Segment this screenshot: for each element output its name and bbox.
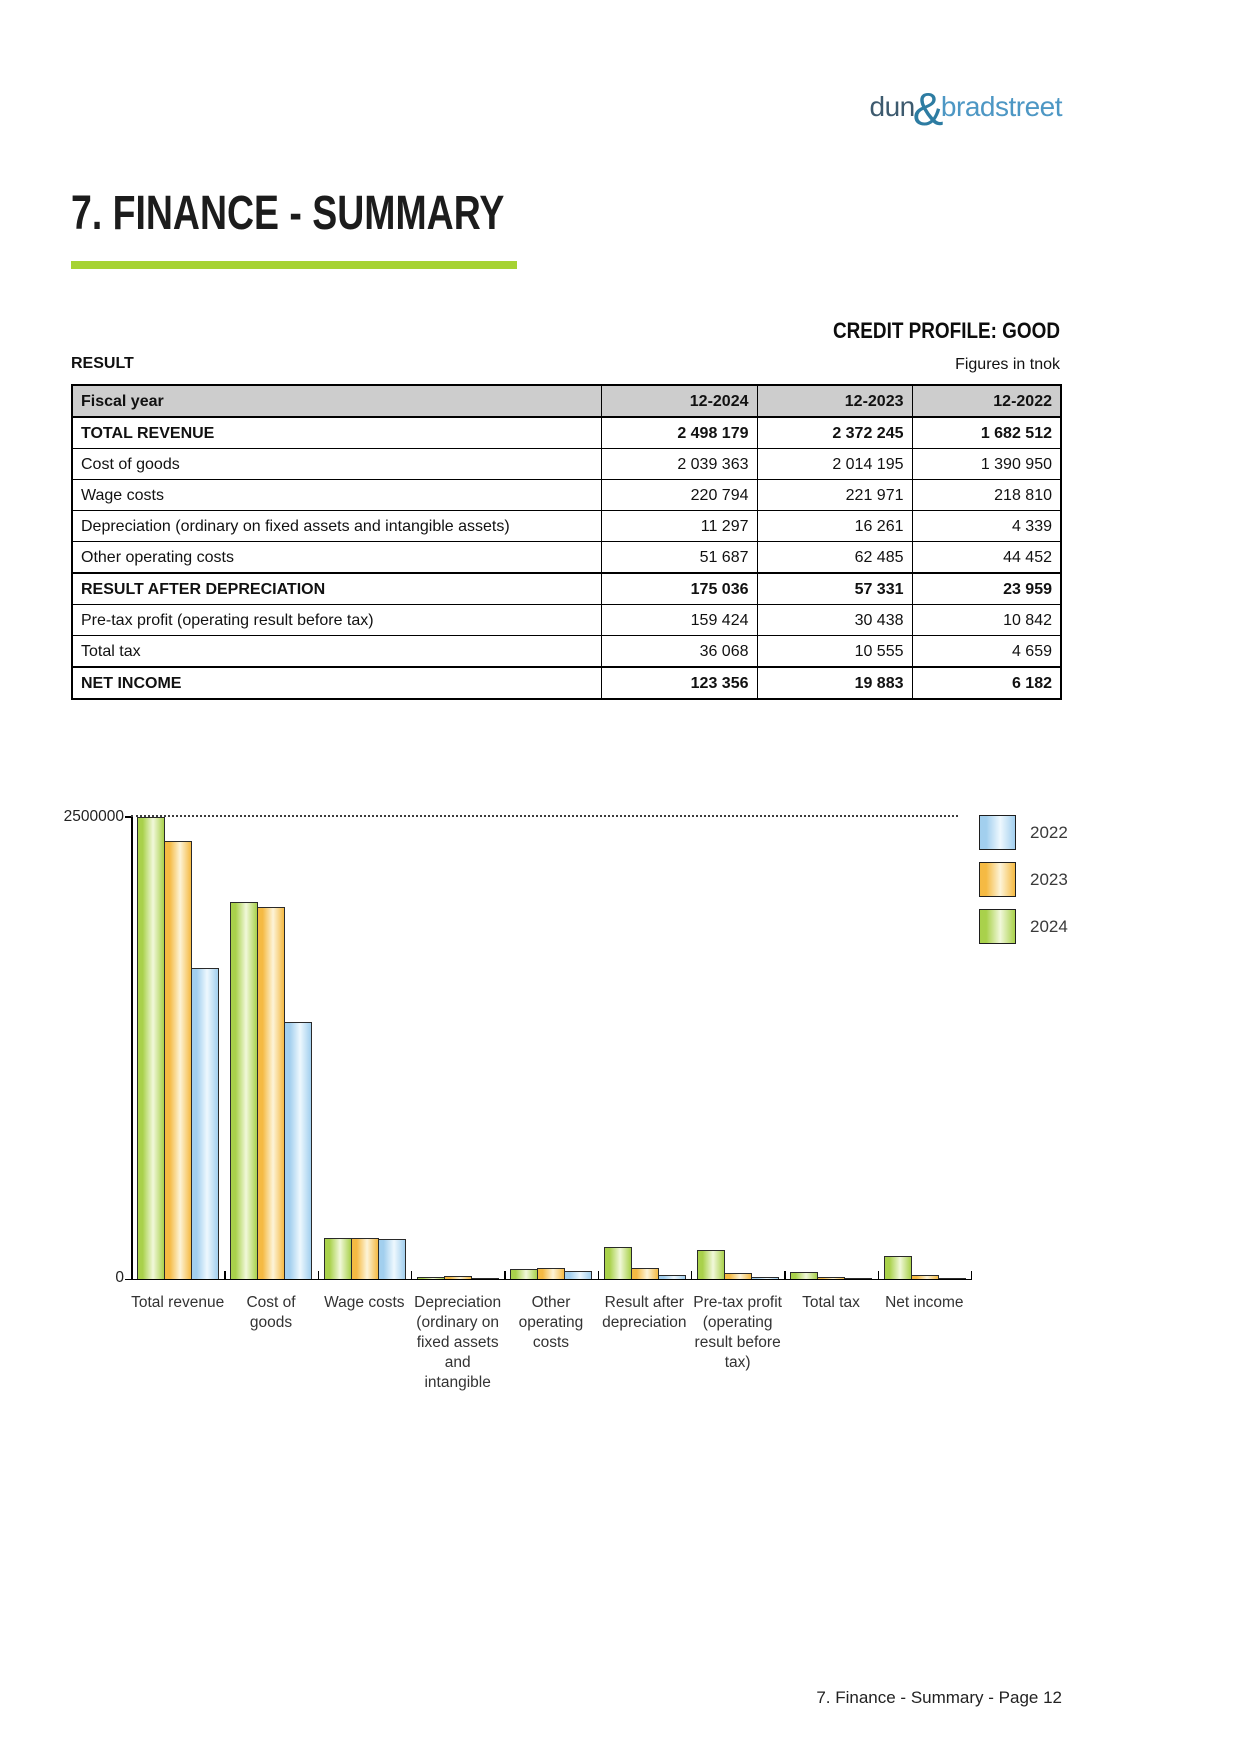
column-header-12-2024: 12-2024 bbox=[601, 385, 757, 417]
category-label: Wage costs bbox=[324, 1294, 405, 1311]
category-label: Total tax bbox=[802, 1294, 860, 1311]
cell-value: 175 036 bbox=[601, 573, 757, 605]
row-label: Depreciation (ordinary on fixed assets and intangible assets) bbox=[72, 511, 601, 542]
legend-item-2023 bbox=[979, 862, 1068, 897]
cell-value: 1 682 512 bbox=[912, 417, 1061, 449]
bar-2022 bbox=[658, 1275, 686, 1279]
x-axis-tick bbox=[224, 1271, 226, 1279]
cell-value: 218 810 bbox=[912, 480, 1061, 511]
bar-2022 bbox=[938, 1278, 966, 1279]
bar-2022 bbox=[844, 1278, 872, 1279]
cell-value: 221 971 bbox=[757, 480, 912, 511]
bar-2023 bbox=[631, 1268, 659, 1279]
cell-value: 62 485 bbox=[757, 542, 912, 574]
cell-value: 23 959 bbox=[912, 573, 1061, 605]
legend-swatch-2023 bbox=[979, 862, 1016, 897]
bar-2024 bbox=[230, 902, 258, 1279]
bar-2023 bbox=[351, 1238, 379, 1279]
cell-value: 4 659 bbox=[912, 636, 1061, 668]
legend-swatch-2022 bbox=[979, 815, 1016, 850]
bar-2024 bbox=[510, 1269, 538, 1279]
bar-2024 bbox=[884, 1256, 912, 1279]
x-axis-tick bbox=[691, 1271, 693, 1279]
result-section-label: RESULT bbox=[71, 355, 134, 372]
bar-2024 bbox=[137, 817, 165, 1279]
cell-value: 44 452 bbox=[912, 542, 1061, 574]
logo-ampersand-icon: & bbox=[912, 83, 943, 135]
table-row bbox=[72, 605, 1061, 636]
bar-2023 bbox=[257, 907, 285, 1279]
cell-value: 2 498 179 bbox=[601, 417, 757, 449]
cell-value: 2 372 245 bbox=[757, 417, 912, 449]
bar-2022 bbox=[191, 968, 219, 1279]
x-axis-tick bbox=[971, 1271, 973, 1279]
bar-group-1 bbox=[131, 817, 224, 1279]
table-row bbox=[72, 636, 1061, 668]
y-axis-zero-label: 0 bbox=[115, 1269, 124, 1286]
table-row bbox=[72, 449, 1061, 480]
figures-unit-note: Figures in tnok bbox=[955, 356, 1060, 373]
table-row bbox=[72, 667, 1061, 699]
cell-value: 123 356 bbox=[601, 667, 757, 699]
cell-value: 220 794 bbox=[601, 480, 757, 511]
credit-profile-heading: CREDIT PROFILE: GOOD bbox=[832, 318, 1060, 343]
page-title: 7. FINANCE - SUMMARY bbox=[71, 187, 505, 240]
table-row bbox=[72, 511, 1061, 542]
cell-value: 36 068 bbox=[601, 636, 757, 668]
bar-group-9 bbox=[878, 817, 971, 1279]
bar-2023 bbox=[444, 1276, 472, 1279]
cell-value: 6 182 bbox=[912, 667, 1061, 699]
table-row bbox=[72, 542, 1061, 574]
category-label: Result after depreciation bbox=[602, 1294, 687, 1331]
finance-bar-chart bbox=[131, 817, 971, 1279]
bar-2023 bbox=[164, 841, 192, 1279]
x-axis-tick bbox=[784, 1271, 786, 1279]
legend-item-2024 bbox=[979, 909, 1068, 944]
cell-value: 51 687 bbox=[601, 542, 757, 574]
bar-group-3 bbox=[318, 817, 411, 1279]
bar-2024 bbox=[697, 1250, 725, 1280]
bar-2023 bbox=[911, 1275, 939, 1279]
row-label: RESULT AFTER DEPRECIATION bbox=[72, 573, 601, 605]
bar-2023 bbox=[724, 1273, 752, 1279]
column-header-fiscal-year: Fiscal year bbox=[72, 385, 601, 417]
table-row bbox=[72, 417, 1061, 449]
bar-2024 bbox=[417, 1277, 445, 1279]
legend-label: 2024 bbox=[1030, 916, 1068, 936]
title-accent-bar bbox=[71, 261, 517, 269]
legend-swatch-2024 bbox=[979, 909, 1016, 944]
cell-value: 19 883 bbox=[757, 667, 912, 699]
cell-value: 2 014 195 bbox=[757, 449, 912, 480]
bar-2022 bbox=[378, 1239, 406, 1279]
category-label: Net income bbox=[885, 1294, 964, 1311]
bar-group-6 bbox=[598, 817, 691, 1279]
bar-2024 bbox=[790, 1272, 818, 1279]
bar-group-4 bbox=[411, 817, 504, 1279]
row-label: Pre-tax profit (operating result before tax) bbox=[72, 605, 601, 636]
cell-value: 2 039 363 bbox=[601, 449, 757, 480]
legend-item-2022 bbox=[979, 815, 1068, 850]
bar-group-5 bbox=[504, 817, 597, 1279]
legend-label: 2022 bbox=[1030, 822, 1068, 842]
category-label: Cost of goods bbox=[246, 1294, 296, 1331]
page-footer: 7. Finance - Summary - Page 12 bbox=[816, 1688, 1062, 1707]
legend-label: 2023 bbox=[1030, 869, 1068, 889]
bar-group-7 bbox=[691, 817, 784, 1279]
row-label: TOTAL REVENUE bbox=[72, 417, 601, 449]
x-axis-tick bbox=[318, 1271, 320, 1279]
logo-text-dun: dun bbox=[869, 91, 915, 122]
cell-value: 11 297 bbox=[601, 511, 757, 542]
cell-value: 57 331 bbox=[757, 573, 912, 605]
category-label: Total revenue bbox=[131, 1294, 225, 1311]
cell-value: 10 842 bbox=[912, 605, 1061, 636]
bar-2023 bbox=[817, 1277, 845, 1279]
bar-2022 bbox=[564, 1271, 592, 1279]
bar-2022 bbox=[284, 1022, 312, 1279]
x-axis-tick bbox=[504, 1271, 506, 1279]
logo-text-bradstreet: bradstreet bbox=[940, 91, 1062, 122]
row-label: NET INCOME bbox=[72, 667, 601, 699]
bar-2024 bbox=[324, 1238, 352, 1279]
cell-value: 4 339 bbox=[912, 511, 1061, 542]
row-label: Total tax bbox=[72, 636, 601, 668]
bar-2024 bbox=[604, 1247, 632, 1279]
cell-value: 16 261 bbox=[757, 511, 912, 542]
column-header-12-2023: 12-2023 bbox=[757, 385, 912, 417]
table-row bbox=[72, 480, 1061, 511]
dnb-logo bbox=[870, 82, 1062, 136]
row-label: Other operating costs bbox=[72, 542, 601, 574]
bar-group-2 bbox=[224, 817, 317, 1279]
x-axis-tick bbox=[598, 1271, 600, 1279]
row-label: Wage costs bbox=[72, 480, 601, 511]
cell-value: 10 555 bbox=[757, 636, 912, 668]
bar-group-8 bbox=[784, 817, 877, 1279]
x-axis-tick bbox=[131, 1271, 133, 1279]
x-axis-tick bbox=[878, 1271, 880, 1279]
y-axis-max-label: 2500000 bbox=[63, 808, 124, 825]
column-header-12-2022: 12-2022 bbox=[912, 385, 1061, 417]
cell-value: 1 390 950 bbox=[912, 449, 1061, 480]
category-label: Pre-tax profit (operating result before tax) bbox=[693, 1294, 782, 1371]
bar-2022 bbox=[751, 1277, 779, 1279]
category-label: Depreciation (ordinary on fixed assets and intangible bbox=[414, 1294, 502, 1391]
result-table bbox=[71, 384, 1062, 700]
table-row bbox=[72, 573, 1061, 605]
bar-2023 bbox=[537, 1268, 565, 1280]
category-label: Other operating costs bbox=[518, 1294, 584, 1351]
bar-2022 bbox=[471, 1278, 499, 1279]
cell-value: 30 438 bbox=[757, 605, 912, 636]
row-label: Cost of goods bbox=[72, 449, 601, 480]
x-axis-tick bbox=[411, 1271, 413, 1279]
cell-value: 159 424 bbox=[601, 605, 757, 636]
table-header-row bbox=[72, 385, 1061, 417]
chart-legend bbox=[979, 815, 1068, 956]
